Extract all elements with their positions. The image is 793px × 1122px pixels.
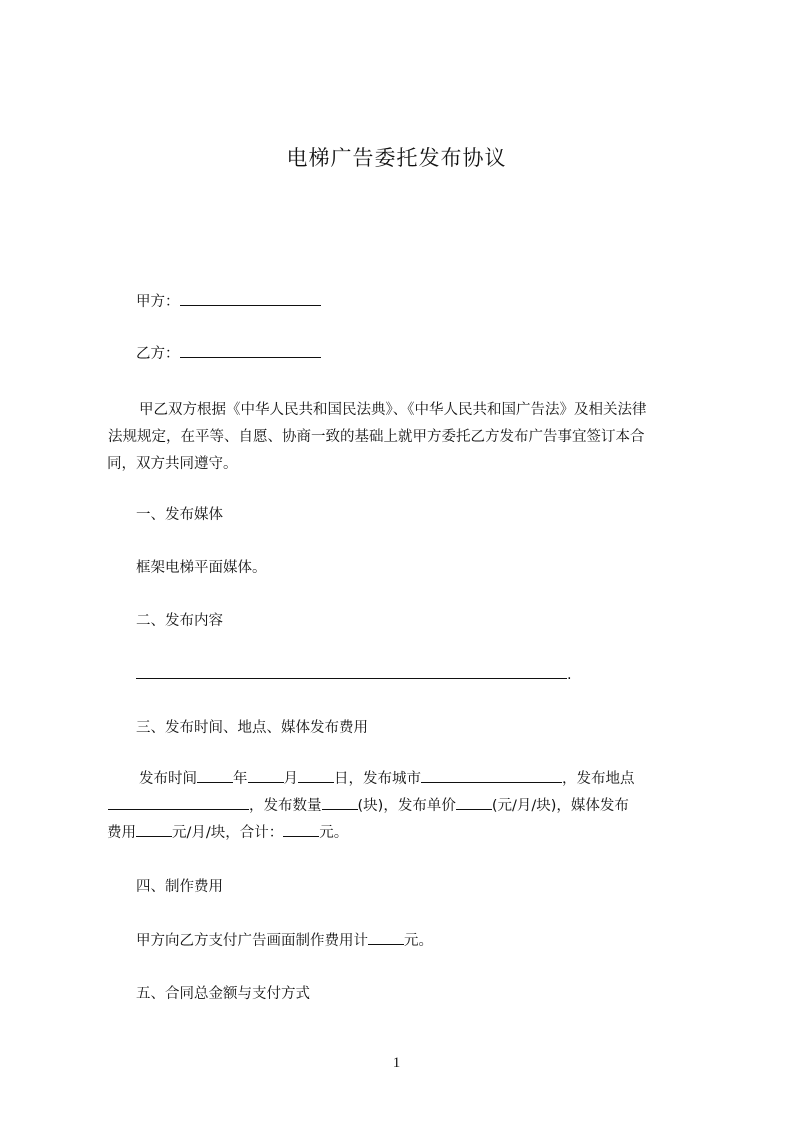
page-title: 电梯广告委托发布协议: [286, 146, 507, 170]
intro-line-1: 甲乙双方根据《中华人民共和国民法典》、《中华人民共和国广告法》及相关法律: [139, 402, 647, 418]
section-3-line-3: [107, 820, 703, 847]
page-number: 1: [392, 1055, 401, 1071]
section-3-line-1: [107, 766, 703, 793]
day-blank: [298, 768, 334, 783]
party-a-blank: [180, 291, 321, 306]
intro-line-2: 法规规定，在平等、自愿、协商一致的基础上就甲方委托乙方发布广告事宜签订本合: [108, 429, 645, 445]
fee-blank: [136, 822, 172, 837]
production-fee-unit: 元。: [404, 933, 433, 949]
party-b-line: [136, 343, 702, 364]
label-quantity: ，发布数量: [249, 798, 322, 814]
section-5-heading: 五、合同总金额与支付方式: [136, 986, 310, 1002]
label-month: 月: [283, 771, 298, 787]
section-3-heading: 三、发布时间、地点、媒体发布费用: [136, 720, 368, 736]
year-blank: [197, 768, 233, 783]
party-a-label: 甲方：: [136, 294, 180, 310]
location-blank: [108, 795, 249, 810]
content-blank: [136, 664, 567, 679]
label-publish-time: 发布时间: [139, 771, 197, 787]
label-city: 日，发布城市: [334, 771, 421, 787]
label-media-fee: (元/月/块)，媒体发布: [491, 798, 629, 814]
section-2-heading: 二、发布内容: [136, 613, 223, 629]
section-3-paragraph: [107, 766, 703, 847]
production-fee-blank: [368, 930, 404, 945]
section-1-body: 框架电梯平面媒体。: [136, 560, 267, 576]
label-total: 元/月/块，合计：: [172, 825, 284, 841]
label-year: 年: [233, 771, 248, 787]
label-unit-price: (块)，发布单价: [357, 798, 456, 814]
section-2-content-line: [136, 664, 702, 685]
intro-line-3: 同，双方共同遵守。: [107, 456, 238, 472]
party-b-label: 乙方：: [136, 346, 180, 362]
intro-paragraph: [107, 397, 703, 478]
label-total-unit: 元。: [319, 825, 349, 841]
quantity-blank: [322, 795, 358, 810]
section-4-body: [136, 930, 702, 951]
section-3-line-2: [107, 793, 703, 820]
party-a-line: [136, 291, 702, 312]
city-blank: [421, 768, 562, 783]
unit-price-blank: [456, 795, 492, 810]
content-end-mark: .: [567, 667, 572, 683]
total-blank: [283, 822, 319, 837]
label-fee: 费用: [107, 825, 136, 841]
month-blank: [248, 768, 284, 783]
section-4-heading: 四、制作费用: [136, 879, 223, 895]
label-location: ，发布地点: [562, 771, 635, 787]
production-fee-label: 甲方向乙方支付广告画面制作费用计: [136, 933, 368, 949]
section-1-heading: 一、发布媒体: [136, 507, 223, 523]
party-b-blank: [180, 343, 321, 358]
